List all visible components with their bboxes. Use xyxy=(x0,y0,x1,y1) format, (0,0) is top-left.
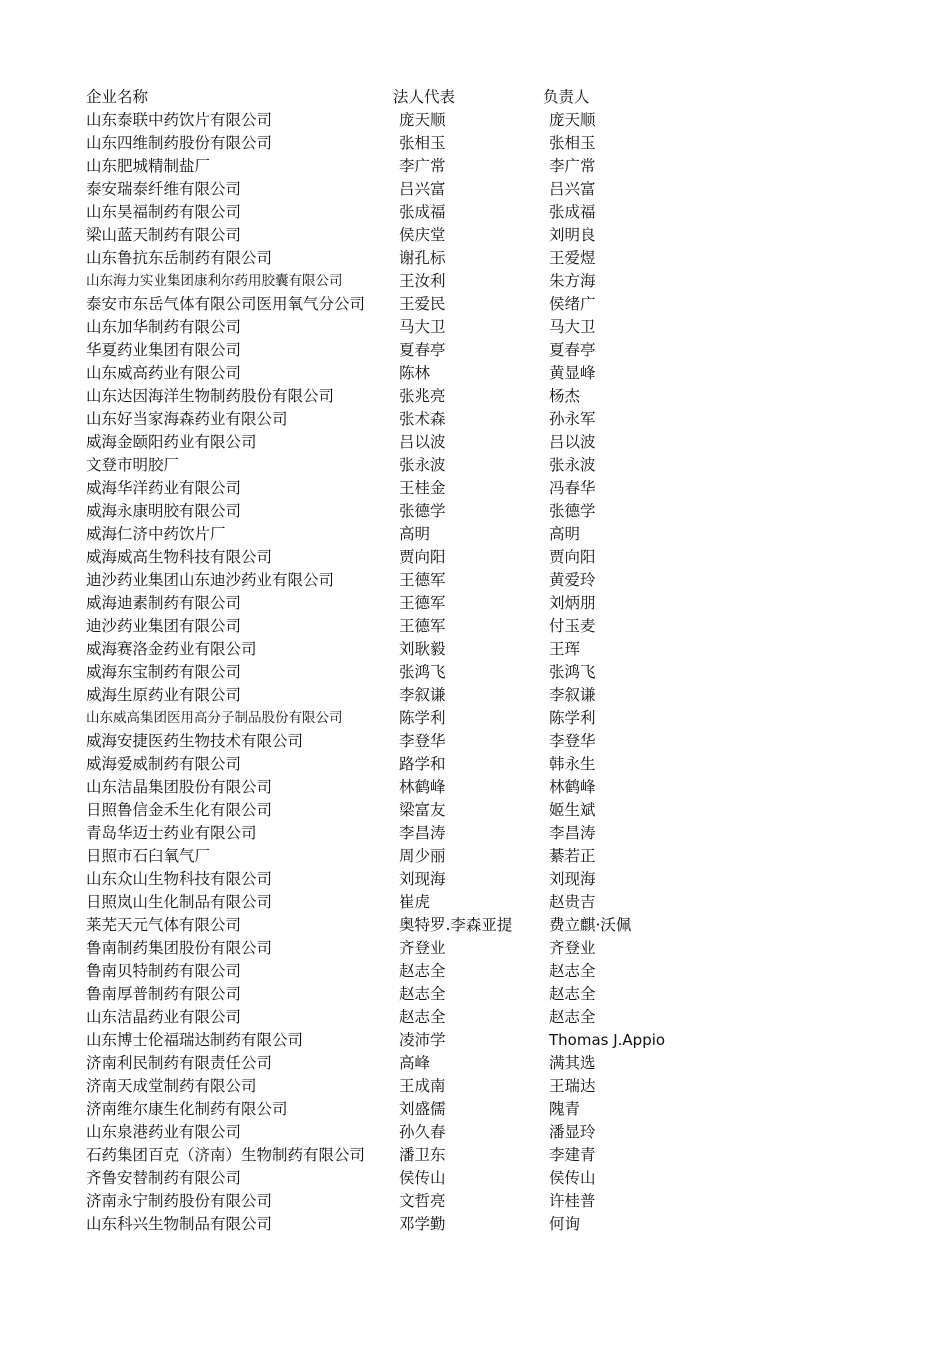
person-in-charge-cell: 张成福 xyxy=(549,203,596,221)
person-in-charge-cell: 李建青 xyxy=(549,1146,596,1164)
person-in-charge-cell: 张德学 xyxy=(549,502,596,520)
company-name-cell: 山东肥城精制盐厂 xyxy=(86,157,211,175)
person-in-charge-cell: 赵志全 xyxy=(549,985,596,1003)
company-name-cell: 泰安瑞泰纤维有限公司 xyxy=(86,180,242,198)
person-in-charge-cell: 隗青 xyxy=(549,1100,581,1118)
company-name-cell: 鲁南贝特制药有限公司 xyxy=(86,962,242,980)
table-row xyxy=(0,914,950,937)
person-in-charge-cell: 费立麒·沃佩 xyxy=(549,916,632,934)
legal-representative-cell: 张德学 xyxy=(399,502,446,520)
company-name-cell: 鲁南制药集团股份有限公司 xyxy=(86,939,273,957)
legal-representative-cell: 王爱民 xyxy=(399,295,446,313)
table-row xyxy=(0,270,950,293)
legal-representative-cell: 马大卫 xyxy=(399,318,446,336)
person-in-charge-cell: 马大卫 xyxy=(549,318,596,336)
header-legal-representative: 法人代表 xyxy=(393,88,456,106)
company-name-cell: 山东四维制药股份有限公司 xyxy=(86,134,273,152)
company-name-cell: 山东科兴生物制品有限公司 xyxy=(86,1215,273,1233)
legal-representative-cell: 凌沛学 xyxy=(399,1031,446,1049)
legal-representative-cell: 梁富友 xyxy=(399,801,446,819)
legal-representative-cell: 邓学勤 xyxy=(399,1215,446,1233)
legal-representative-cell: 刘现海 xyxy=(399,870,446,888)
table-row xyxy=(0,247,950,270)
person-in-charge-cell: 张鸿飞 xyxy=(549,663,596,681)
table-row xyxy=(0,845,950,868)
legal-representative-cell: 王德军 xyxy=(399,617,446,635)
person-in-charge-cell: 满其选 xyxy=(549,1054,596,1072)
legal-representative-cell: 吕以波 xyxy=(399,433,446,451)
legal-representative-cell: 陈学利 xyxy=(399,709,446,727)
table-row xyxy=(0,1029,950,1052)
table-row xyxy=(0,661,950,684)
table-row xyxy=(0,178,950,201)
person-in-charge-cell: 许桂普 xyxy=(549,1192,596,1210)
company-name-cell: 山东博士伦福瑞达制药有限公司 xyxy=(86,1031,304,1049)
company-name-cell: 山东昊福制药有限公司 xyxy=(86,203,242,221)
legal-representative-cell: 王成南 xyxy=(399,1077,446,1095)
legal-representative-cell: 路学和 xyxy=(399,755,446,773)
table-row xyxy=(0,1075,950,1098)
table-row xyxy=(0,523,950,546)
table-row xyxy=(0,638,950,661)
company-name-cell: 石药集团百克（济南）生物制药有限公司 xyxy=(86,1146,366,1164)
company-name-cell: 迪沙药业集团有限公司 xyxy=(86,617,242,635)
table-row xyxy=(0,408,950,431)
person-in-charge-cell: 朱方海 xyxy=(549,272,596,290)
company-name-cell: 山东泉港药业有限公司 xyxy=(86,1123,242,1141)
table-row xyxy=(0,431,950,454)
person-in-charge-cell: 王瑞达 xyxy=(549,1077,596,1095)
legal-representative-cell: 赵志全 xyxy=(399,985,446,1003)
table-row xyxy=(0,132,950,155)
person-in-charge-cell: 何询 xyxy=(549,1215,581,1233)
person-in-charge-cell: 侯绪广 xyxy=(549,295,596,313)
person-in-charge-cell: 赵志全 xyxy=(549,1008,596,1026)
person-in-charge-cell: 李昌涛 xyxy=(549,824,596,842)
person-in-charge-cell: 刘现海 xyxy=(549,870,596,888)
table-row xyxy=(0,960,950,983)
company-name-cell: 青岛华迈士药业有限公司 xyxy=(86,824,257,842)
table-row xyxy=(0,293,950,316)
legal-representative-cell: 崔虎 xyxy=(399,893,431,911)
person-in-charge-cell: 付玉麦 xyxy=(549,617,596,635)
company-name-cell: 威海华洋药业有限公司 xyxy=(86,479,242,497)
table-row xyxy=(0,477,950,500)
person-in-charge-cell: 姬生斌 xyxy=(549,801,596,819)
company-name-cell: 泰安市东岳气体有限公司医用氧气分公司 xyxy=(86,295,366,313)
company-name-cell: 威海爱威制药有限公司 xyxy=(86,755,242,773)
company-name-cell: 梁山蓝天制药有限公司 xyxy=(86,226,242,244)
legal-representative-cell: 王汝利 xyxy=(399,272,446,290)
person-in-charge-cell: 冯春华 xyxy=(549,479,596,497)
table-row xyxy=(0,776,950,799)
table-row xyxy=(0,1213,950,1236)
company-name-cell: 威海永康明胶有限公司 xyxy=(86,502,242,520)
company-name-cell: 威海安捷医药生物技术有限公司 xyxy=(86,732,304,750)
legal-representative-cell: 赵志全 xyxy=(399,1008,446,1026)
table-row xyxy=(0,1006,950,1029)
table-row xyxy=(0,1167,950,1190)
legal-representative-cell: 齐登业 xyxy=(399,939,446,957)
person-in-charge-cell: 吕兴富 xyxy=(549,180,596,198)
person-in-charge-cell: 韩永生 xyxy=(549,755,596,773)
table-row xyxy=(0,316,950,339)
table-row xyxy=(0,362,950,385)
person-in-charge-cell: 黄爱玲 xyxy=(549,571,596,589)
header-person-in-charge: 负责人 xyxy=(543,88,590,106)
company-name-cell: 齐鲁安替制药有限公司 xyxy=(86,1169,242,1187)
company-name-cell: 山东威高集团医用高分子制品股份有限公司 xyxy=(86,710,343,726)
company-name-cell: 威海金颐阳药业有限公司 xyxy=(86,433,257,451)
company-name-cell: 威海东宝制药有限公司 xyxy=(86,663,242,681)
company-name-cell: 山东鲁抗东岳制药有限公司 xyxy=(86,249,273,267)
legal-representative-cell: 张成福 xyxy=(399,203,446,221)
table-row xyxy=(0,891,950,914)
person-in-charge-cell: 刘炳朋 xyxy=(549,594,596,612)
legal-representative-cell: 林鹤峰 xyxy=(399,778,446,796)
person-in-charge-cell: 陈学利 xyxy=(549,709,596,727)
table-row xyxy=(0,1052,950,1075)
legal-representative-cell: 刘耿毅 xyxy=(399,640,446,658)
legal-representative-cell: 王桂金 xyxy=(399,479,446,497)
company-name-cell: 济南利民制药有限责任公司 xyxy=(86,1054,273,1072)
person-in-charge-cell: 赵贵吉 xyxy=(549,893,596,911)
table-row xyxy=(0,1190,950,1213)
legal-representative-cell: 谢孔标 xyxy=(399,249,446,267)
company-name-cell: 威海仁济中药饮片厂 xyxy=(86,525,226,543)
legal-representative-cell: 夏春亭 xyxy=(399,341,446,359)
person-in-charge-cell: 张永波 xyxy=(549,456,596,474)
table-row xyxy=(0,983,950,1006)
legal-representative-cell: 孙久春 xyxy=(399,1123,446,1141)
company-name-cell: 日照岚山生化制品有限公司 xyxy=(86,893,273,911)
company-name-cell: 山东泰联中药饮片有限公司 xyxy=(86,111,273,129)
company-name-cell: 山东众山生物科技有限公司 xyxy=(86,870,273,888)
legal-representative-cell: 赵志全 xyxy=(399,962,446,980)
table-row xyxy=(0,937,950,960)
company-name-cell: 威海威高生物科技有限公司 xyxy=(86,548,273,566)
table-row xyxy=(0,500,950,523)
company-name-cell: 山东威高药业有限公司 xyxy=(86,364,242,382)
person-in-charge-cell: 夏春亭 xyxy=(549,341,596,359)
person-in-charge-cell: 潘显玲 xyxy=(549,1123,596,1141)
person-in-charge-cell: 侯传山 xyxy=(549,1169,596,1187)
company-name-cell: 山东洁晶集团股份有限公司 xyxy=(86,778,273,796)
table-row xyxy=(0,592,950,615)
table-row xyxy=(0,224,950,247)
table-row xyxy=(0,822,950,845)
legal-representative-cell: 高明 xyxy=(399,525,431,543)
legal-representative-cell: 侯传山 xyxy=(399,1169,446,1187)
legal-representative-cell: 潘卫东 xyxy=(399,1146,446,1164)
legal-representative-cell: 吕兴富 xyxy=(399,180,446,198)
legal-representative-cell: 刘盛儒 xyxy=(399,1100,446,1118)
legal-representative-cell: 李昌涛 xyxy=(399,824,446,842)
table-row xyxy=(0,385,950,408)
legal-representative-cell: 李广常 xyxy=(399,157,446,175)
company-name-cell: 山东洁晶药业有限公司 xyxy=(86,1008,242,1026)
table-row xyxy=(0,155,950,178)
company-name-cell: 济南天成堂制药有限公司 xyxy=(86,1077,257,1095)
person-in-charge-cell: 王珲 xyxy=(549,640,581,658)
company-name-cell: 济南永宁制药股份有限公司 xyxy=(86,1192,273,1210)
table-header xyxy=(0,86,950,109)
table-row xyxy=(0,730,950,753)
company-name-cell: 山东好当家海森药业有限公司 xyxy=(86,410,288,428)
company-name-cell: 华夏药业集团有限公司 xyxy=(86,341,242,359)
person-in-charge-cell: 吕以波 xyxy=(549,433,596,451)
legal-representative-cell: 张术森 xyxy=(399,410,446,428)
legal-representative-cell: 王德军 xyxy=(399,594,446,612)
legal-representative-cell: 奥特罗.李森亚提 xyxy=(399,916,513,934)
company-name-cell: 日照鲁信金禾生化有限公司 xyxy=(86,801,273,819)
company-name-cell: 山东海力实业集团康利尔药用胶囊有限公司 xyxy=(86,273,343,289)
legal-representative-cell: 侯庆堂 xyxy=(399,226,446,244)
table-row xyxy=(0,868,950,891)
table-row xyxy=(0,201,950,224)
header-company-name: 企业名称 xyxy=(86,88,149,106)
person-in-charge-cell: Thomas J.Appio xyxy=(549,1031,666,1049)
company-name-cell: 鲁南厚普制药有限公司 xyxy=(86,985,242,1003)
legal-representative-cell: 文哲亮 xyxy=(399,1192,446,1210)
legal-representative-cell: 李叙谦 xyxy=(399,686,446,704)
table-row xyxy=(0,684,950,707)
legal-representative-cell: 高峰 xyxy=(399,1054,431,1072)
person-in-charge-cell: 黄显峰 xyxy=(549,364,596,382)
person-in-charge-cell: 王爱煜 xyxy=(549,249,596,267)
table-row xyxy=(0,109,950,132)
person-in-charge-cell: 李登华 xyxy=(549,732,596,750)
legal-representative-cell: 张相玉 xyxy=(399,134,446,152)
table-row xyxy=(0,339,950,362)
person-in-charge-cell: 刘明良 xyxy=(549,226,596,244)
table-row xyxy=(0,1144,950,1167)
person-in-charge-cell: 李叙谦 xyxy=(549,686,596,704)
person-in-charge-cell: 孙永军 xyxy=(549,410,596,428)
legal-representative-cell: 贾向阳 xyxy=(399,548,446,566)
company-name-cell: 山东达因海洋生物制药股份有限公司 xyxy=(86,387,335,405)
person-in-charge-cell: 贾向阳 xyxy=(549,548,596,566)
table-row xyxy=(0,799,950,822)
table-row xyxy=(0,707,950,730)
person-in-charge-cell: 赵志全 xyxy=(549,962,596,980)
company-name-cell: 威海生原药业有限公司 xyxy=(86,686,242,704)
table-row xyxy=(0,1121,950,1144)
table-row xyxy=(0,546,950,569)
company-name-cell: 日照市石臼氧气厂 xyxy=(86,847,211,865)
person-in-charge-cell: 齐登业 xyxy=(549,939,596,957)
table-row xyxy=(0,454,950,477)
legal-representative-cell: 周少丽 xyxy=(399,847,446,865)
table-row xyxy=(0,1098,950,1121)
person-in-charge-cell: 綦若正 xyxy=(549,847,596,865)
legal-representative-cell: 王德军 xyxy=(399,571,446,589)
table-row xyxy=(0,569,950,592)
table-body xyxy=(0,109,950,1236)
person-in-charge-cell: 张相玉 xyxy=(549,134,596,152)
company-name-cell: 威海赛洛金药业有限公司 xyxy=(86,640,257,658)
company-name-cell: 莱芜天元气体有限公司 xyxy=(86,916,242,934)
person-in-charge-cell: 李广常 xyxy=(549,157,596,175)
legal-representative-cell: 张鸿飞 xyxy=(399,663,446,681)
table-row xyxy=(0,615,950,638)
legal-representative-cell: 张永波 xyxy=(399,456,446,474)
person-in-charge-cell: 杨杰 xyxy=(549,387,581,405)
table-row xyxy=(0,753,950,776)
person-in-charge-cell: 高明 xyxy=(549,525,581,543)
company-name-cell: 威海迪素制药有限公司 xyxy=(86,594,242,612)
company-name-cell: 迪沙药业集团山东迪沙药业有限公司 xyxy=(86,571,335,589)
company-name-cell: 山东加华制药有限公司 xyxy=(86,318,242,336)
legal-representative-cell: 庞天顺 xyxy=(399,111,446,129)
person-in-charge-cell: 林鹤峰 xyxy=(549,778,596,796)
legal-representative-cell: 李登华 xyxy=(399,732,446,750)
company-name-cell: 文登市明胶厂 xyxy=(86,456,180,474)
legal-representative-cell: 张兆亮 xyxy=(399,387,446,405)
person-in-charge-cell: 庞天顺 xyxy=(549,111,596,129)
legal-representative-cell: 陈林 xyxy=(399,364,431,382)
company-name-cell: 济南维尔康生化制药有限公司 xyxy=(86,1100,288,1118)
company-table xyxy=(0,86,950,1236)
